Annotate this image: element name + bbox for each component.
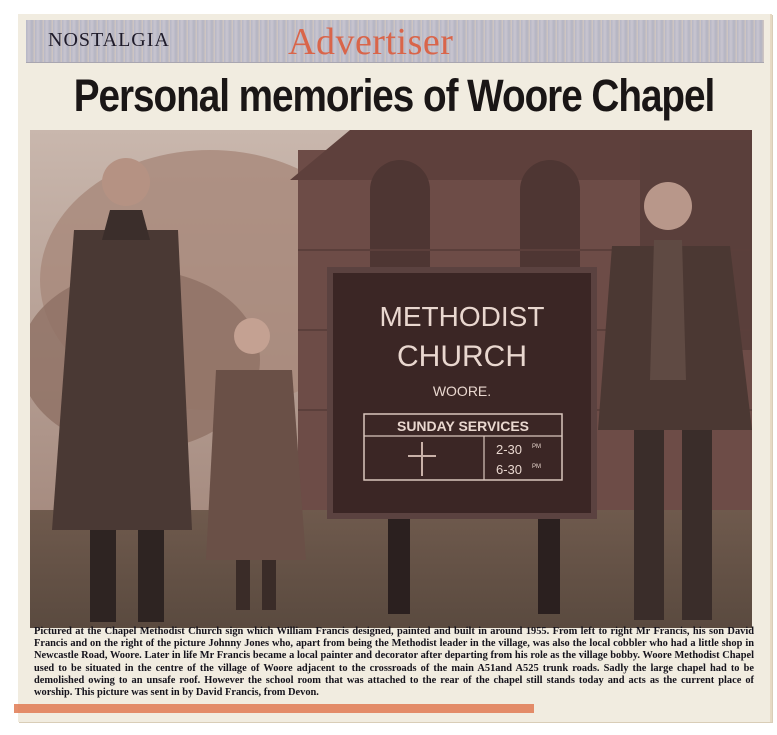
sign-time2: 6-30 [496,462,523,477]
photograph [30,130,752,628]
newspaper-clipping [18,14,772,722]
sepia-photo-illustration [30,130,752,628]
photo-caption: Pictured at the Chapel Methodist Church sign which William Francis designed, painted and built in around 1955. From left to right Mr Francis, his son David Francis and on the right of the picture Johnny Jones who, apart from being the Methodist leader in the village, was also the local cobbler who had a little shop in Newcastle Road, Woore. Later in life Mr Francis became a local painter and decorator after departing from his role as the village bobby. Woore Methodist Chapel used to be situated in the centre of the village of Woore adjacent to the crossroads of the main A51and A525 trunk roads. Sadly the large chapel had to be demolished owing to an unsafe roof. However the school room that was attached to the rear of the chapel still stands today and acts as the current place of worship. This picture was sent in by David Francis, from Devon. [34,626,754,699]
torn-edge-strip [14,704,534,713]
sign-line2: CHURCH [397,340,527,373]
newspaper-masthead: Advertiser [288,21,454,63]
sign-time1: 2-30 [496,442,523,457]
sign-time1-suffix: PM [532,444,541,450]
sign-time2-suffix: PM [532,464,541,470]
sign-line1: METHODIST [379,301,545,332]
sign-services-label: SUNDAY SERVICES [396,418,530,434]
masthead-banner [26,20,764,63]
sign-line3: WOORE. [432,383,492,399]
headline: Personal memories of Woore Chapel [73,70,715,121]
section-label: NOSTALGIA [48,29,170,51]
